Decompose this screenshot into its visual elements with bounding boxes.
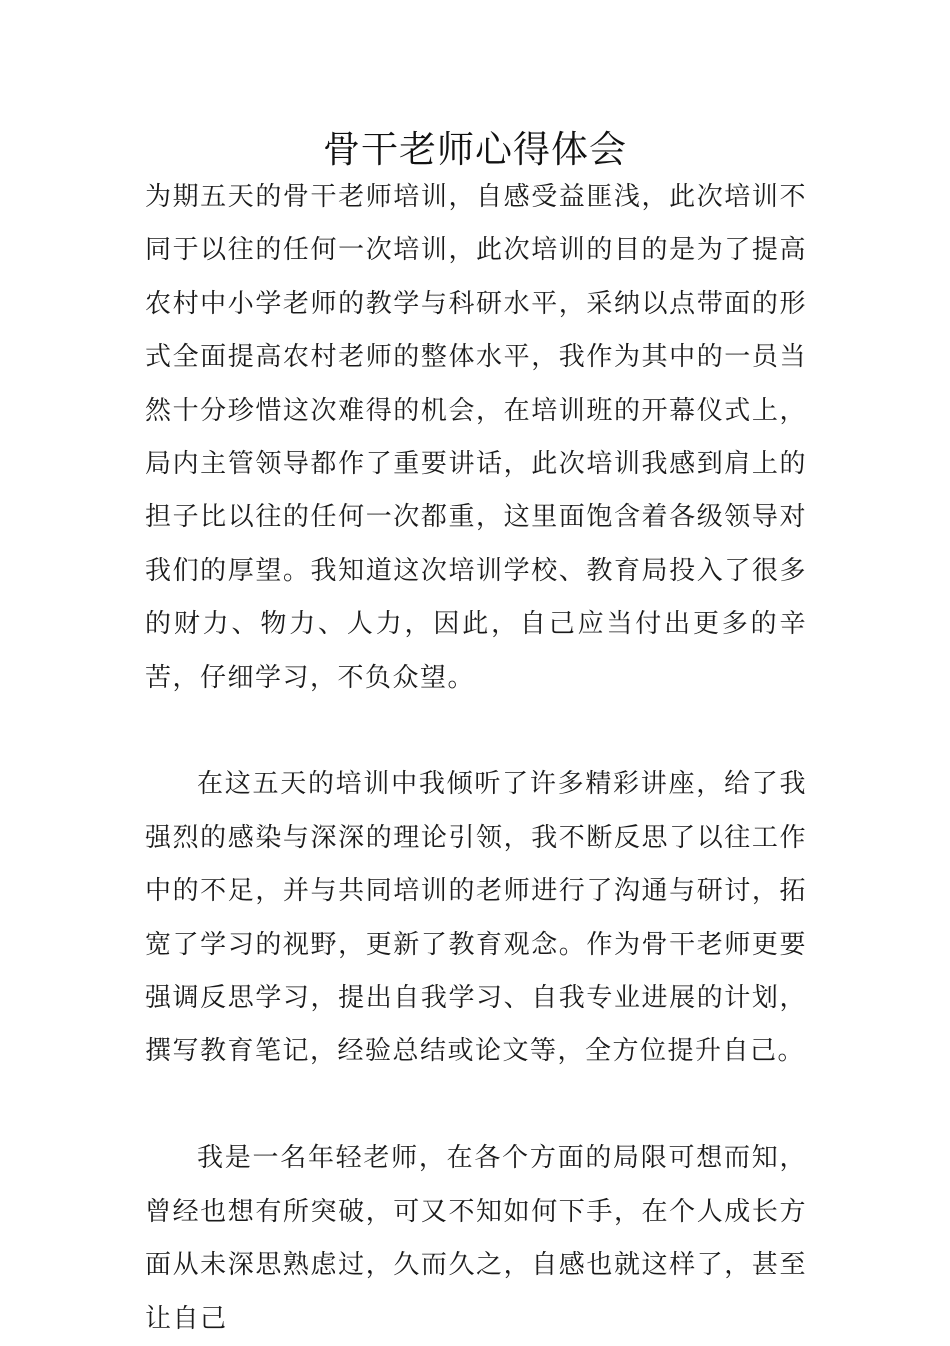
paragraph-gap <box>145 1079 807 1132</box>
paragraph-3: 我是一名年轻老师，在各个方面的局限可想而知，曾经也想有所突破，可又不知如何下手，在个人成长方面从未深思熟虑过，久而久之，自感也就这样了，甚至让自己 <box>145 1143 807 1334</box>
paragraph-2: 在这五天的培训中我倾听了许多精彩讲座，给了我强烈的感染与深深的理论引领，我不断反思了以往工作中的不足，并与共同培训的老师进行了沟通与研讨，拓宽了学习的视野，更新了教育观念。作为骨干老师更要强调反思学习，提出自我学习、自我专业进展的计划，撰写教育笔记，经验总结或论文等，全方位提升自己。 <box>145 769 807 1067</box>
paragraph-1: 为期五天的骨干老师培训，自感受益匪浅，此次培训不同于以往的任何一次培训，此次培训的目的是为了提高农村中小学老师的教学与科研水平，采纳以点带面的形式全面提高农村老师的整体水平，我作为其中的一员当然十分珍惜这次难得的机会，在培训班的开幕仪式上，局内主管领导都作了重要讲话，此次培训我感到肩上的担子比以往的任何一次都重，这里面饱含着各级领导对我们的厚望。我知道这次培训学校、教育局投入了很多的财力、物力、人力，因此，自己应当付出更多的辛苦，仔细学习，不负众望。 <box>145 182 807 693</box>
paragraph-gap <box>145 705 807 758</box>
document-title: 骨干老师心得体会 <box>323 128 627 171</box>
document-body <box>145 171 807 1346</box>
